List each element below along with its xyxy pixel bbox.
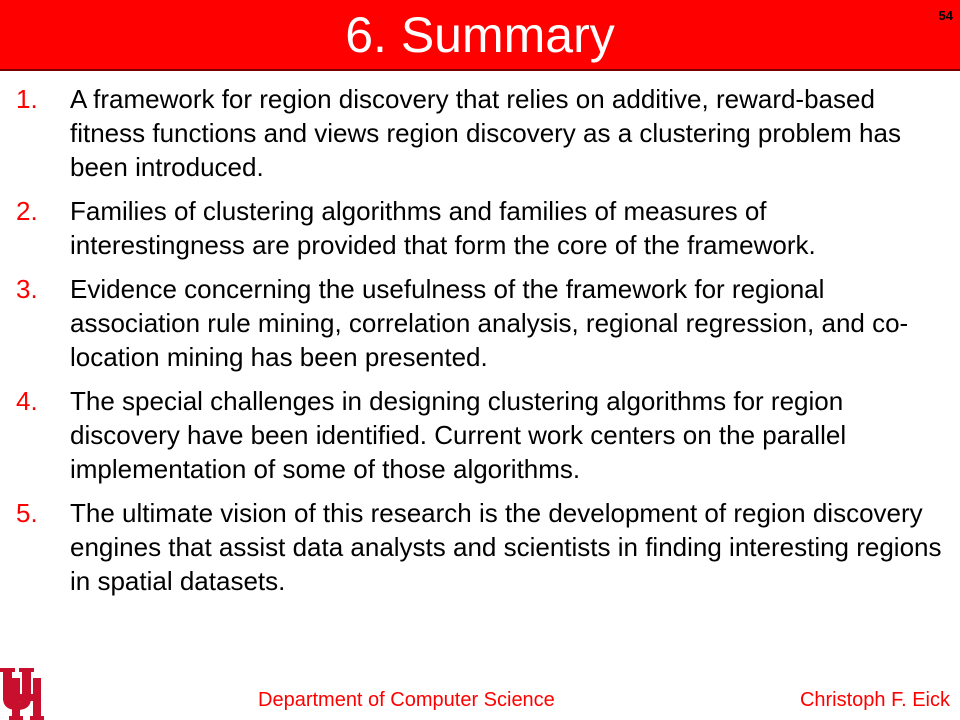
list-item [16,194,946,262]
footer-author: Christoph F. Eick [799,689,950,711]
list-item-number: 4. [16,386,38,416]
list-item-number: 5. [16,498,38,528]
title-bar [0,0,960,71]
list-item-number: 1. [16,84,38,114]
list-item-text: The ultimate vision of this research is the development of region discovery engines that assist data analysts and scientists in finding interesting regions in spatial datasets. [70,498,942,596]
list-item [16,384,946,486]
list-item [16,496,946,598]
list-item-number: 2. [16,196,38,226]
slide-number: 54 [938,8,953,23]
uh-logo-icon [0,664,44,720]
list-item-text: Evidence concerning the usefulness of the framework for regional association rule mining, correlation analysis, regional regression, and co-location mining has been presented. [70,274,909,372]
list-item-text: Families of clustering algorithms and families of measures of interestingness are provided that form the core of the framework. [70,196,816,260]
summary-list [16,82,946,608]
footer-department: Department of Computer Science [258,689,555,711]
list-item [16,82,946,184]
list-item [16,272,946,374]
list-item-text: A framework for region discovery that relies on additive, reward-based fitness functions and views region discovery as a clustering problem has been introduced. [70,84,901,182]
slide-title: 6. Summary [345,7,615,63]
list-item-text: The special challenges in designing clustering algorithms for region discovery have been identified. Current work centers on the parallel implementation of some of those algorithms. [70,386,847,484]
list-item-number: 3. [16,274,38,304]
